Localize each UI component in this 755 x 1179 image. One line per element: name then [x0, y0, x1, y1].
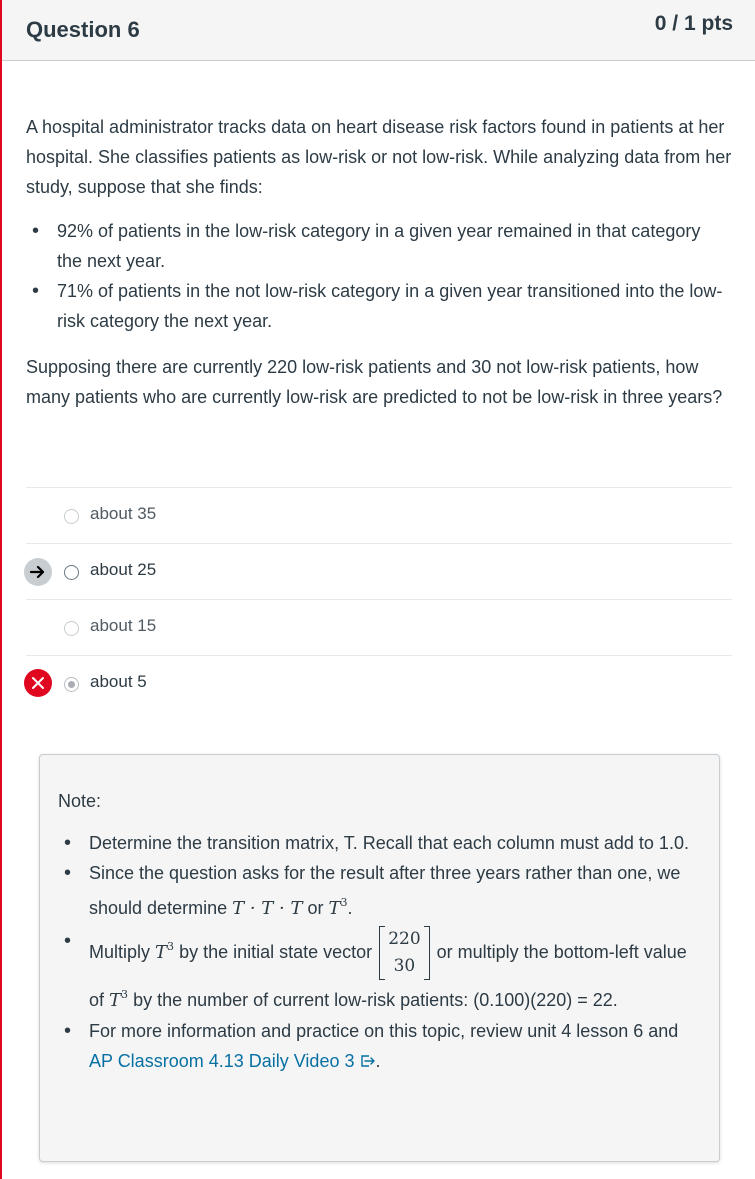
note-list — [58, 828, 698, 1076]
list-item: • For more information and practice on this topic, review unit 4 lesson 6 and AP Classroom 4.13 Daily Video 3 . — [58, 1016, 698, 1076]
correct-answer-arrow-icon — [24, 558, 52, 586]
list-item: • Multiply $T^3$ by the initial state vector 220 30 or multiply the bottom-left value of $T^3$ by the number of current low-risk patients: (0.100)(220) = 22. — [58, 926, 698, 1016]
radio-button[interactable] — [64, 565, 79, 580]
math-expression: T · T · T — [232, 898, 303, 919]
initial-state-vector: 220 30 — [379, 926, 429, 980]
answer-option-3[interactable] — [26, 599, 732, 655]
ap-classroom-video-link[interactable]: AP Classroom 4.13 Daily Video 3 — [89, 1051, 376, 1071]
incorrect-x-icon — [24, 669, 52, 697]
answer-option-1[interactable] — [26, 487, 732, 543]
list-item: • 71% of patients in the not low-risk category in a given year transitioned into the low-risk category the next year. — [26, 276, 726, 336]
list-item: • Determine the transition matrix, T. Recall that each column must add to 1.0. — [58, 828, 698, 858]
question-prompt: Supposing there are currently 220 low-risk patients and 30 not low-risk patients, how many patients who are currently low-risk are predicted to not be low-risk in three years? — [26, 357, 723, 407]
answer-option-2[interactable] — [26, 543, 732, 599]
question-findings-list — [26, 216, 726, 336]
question-title: Question 6 — [26, 17, 140, 42]
answer-label: about 25 — [90, 560, 157, 579]
answer-option-4[interactable] — [26, 655, 732, 713]
answer-label: about 15 — [90, 616, 157, 635]
answer-label: about 5 — [90, 672, 147, 691]
radio-button[interactable] — [64, 509, 79, 524]
radio-button-selected[interactable] — [64, 677, 79, 692]
question-intro: A hospital administrator tracks data on heart disease risk factors found in patients at her hospital. She classifies patients as low-risk or not low-risk. While analyzing data from her study, suppose that she finds: — [26, 117, 732, 197]
note-title: Note: — [58, 791, 102, 811]
question-points: 0 / 1 pts — [654, 12, 733, 35]
feedback-note — [39, 754, 720, 1162]
list-item: • 92% of patients in the low-risk category in a given year remained in that category the next year. — [26, 216, 726, 276]
external-link-icon — [360, 1054, 376, 1068]
list-item: • Since the question asks for the result after three years rather than one, we should determine T · T · T or $T^3$. — [58, 858, 698, 924]
radio-button[interactable] — [64, 621, 79, 636]
question-header — [2, 0, 755, 61]
answer-label: about 35 — [90, 504, 157, 523]
answer-list — [26, 487, 732, 713]
